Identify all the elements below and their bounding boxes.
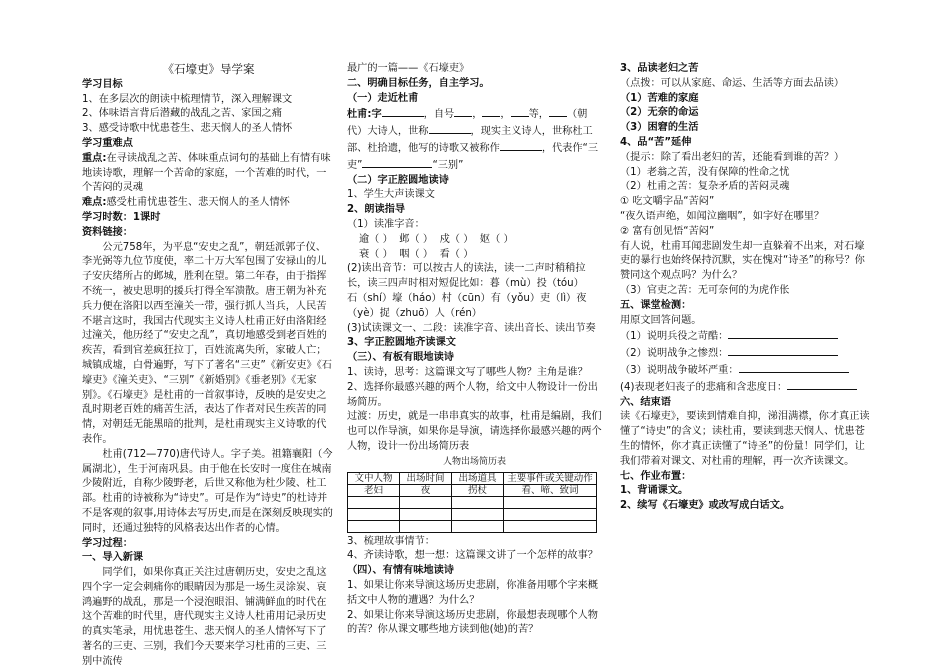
blank-field[interactable] [511,106,529,117]
list-item: （1）老翁之苦，没有保障的性命之忧 [620,166,790,178]
blank-field[interactable] [549,106,567,117]
table-cell[interactable] [348,508,400,520]
blank-field[interactable] [382,106,424,117]
test-question: (4)表现老妇丧子的悲痛和含悲度日： [620,381,788,393]
table-cell: 看、啼、致词 [504,484,597,496]
column-right [620,62,870,514]
table-header: 出场时间 [400,472,452,484]
table-cell[interactable] [504,508,597,520]
answer-blank[interactable] [787,379,857,390]
key-label: 重点: [82,152,107,164]
table-cell[interactable] [452,520,504,532]
blank-field[interactable] [429,123,471,134]
materials-paragraph: 公元758年，为平息“安史之乱”，朝廷派郭子仪、李光弼等九位节度使，率二十万大军包围了安禄山的儿子安庆绪所占的邺城，胜利在望。第二年春，由于指挥不统一，被史思明的援兵打得全军溃散。唐王朝为补充兵力便在洛阳以西至潼关一带，强行抓人当兵，人民苦不堪言这时，我国古代现实主义诗人杜甫正好由洛阳经过潼关，他历经了“安史之乱”，真切地感受到老百姓的疾苦，看到官差疯狂拉丁，百姓流离失所，家破人亡；城镇成墟，白骨遍野，写下了著名“三吏”《新安吏》《石壕吏》《潼关吏》、“三别”《新婚别》《垂老别》《无家别》。《石壕吏》是杜甫的一首叙事诗，反映的是安史之乱时期老百姓的痛苦生活，表达了作者对民生疾苦的同情，对朝廷无能黑暗的批判，是杜甫现实主义诗歌的代表作。 [82,241,332,445]
list-item: （2）无奈的命运 [620,107,699,119]
table-cell[interactable] [452,496,504,508]
fill-text: ，自号 [423,109,455,121]
table-cell: 老妇 [348,484,400,496]
fill-text: ，代表作“三吏” [347,142,599,171]
fill-text: （朝代）大诗人，世称 [347,109,588,138]
column-middle [347,62,602,638]
fill-text: “三别” [432,159,464,171]
test-question: （2）说明战争之惨烈： [620,348,729,360]
question-item: 4、齐读诗歌，想一想：这篇课文讲了一个怎样的故事？ [347,550,598,562]
question-item: 2、选择你最感兴趣的两个人物，给文中人物设计一份出场简历。 [347,381,598,408]
section-heading: 五、课堂检测： [620,299,692,311]
fill-in-blank: 杜甫:字 ，自号 ， ， 等， （朝代）大诗人，世称 ，现实主义诗人，世称杜工部、杜拾遗，他写的诗歌又被称作 ，代表作“三吏” “三别” [347,106,602,173]
subsection-heading: （二）字正腔圆地读诗 [347,174,449,186]
answer-blank[interactable] [728,345,838,356]
list-item: ① 吃文嚼字品“苦闷” [620,196,715,208]
question-item: 1、如果让你来导演这场历史悲剧，你准备用哪个字来概括文中人物的遭遇？为什么？ [347,579,598,606]
answer-blank[interactable] [728,328,838,339]
table-cell: 夜 [400,484,452,496]
column-left [82,62,335,670]
test-question: （1）说明兵役之苛酷： [620,331,729,343]
test-instruction: 用原文回答问题。 [620,314,702,326]
pinyin-item: 逾（ ） [359,233,393,245]
subsection-heading: （四）、有情有味地读诗 [347,565,454,577]
table-row[interactable] [348,520,597,532]
fill-text: 等， [528,109,549,121]
test-question: （3）说明战争破坏严重： [620,364,739,376]
step-item: (2)读出音节：可以按古人的读法，读一二声时稍稍拉长，读三四声时相对短促比如：暮（mù）投（tóu） [347,263,586,290]
question-item: 3、梳理故事情节： [347,535,435,547]
list-item: （2）杜甫之苦：复杂矛盾的苦闷灵魂 [620,181,790,193]
page-title: 《石壕吏》导学案 [162,62,255,76]
section-heading: 一、导入新课 [82,552,144,564]
key-text: 在寻读战乱之苦、体味重点词句的基础上有情有味地读诗歌，理解一个苦命的家庭，一个苦难的时代，一个苦闷的灵魂 [82,152,331,194]
step-item: （1）读准字音： [347,218,425,230]
table-row[interactable] [348,496,597,508]
key-heading: 学习重难点 [82,137,133,149]
pinyin-item: 看（ ） [439,248,474,260]
subsection-heading: （一）走近杜甫 [347,92,419,104]
step-item: (3)试读课文一、二段：读准字音、读出音长、读出节奏 [347,322,596,334]
fill-text: ，现实主义诗人，世称杜工部、杜拾遗，他写的诗歌又被称作 [347,126,593,154]
answer-blank[interactable] [739,362,849,373]
list-item: “夜久语声绝，如闻泣幽咽”，如字好在哪里？ [620,210,825,222]
list-item: 有人说，杜甫耳闻悲剧发生却一直躲着不出来，对石壕吏的暴行也始终保持沉默，实在愧对“诗圣”的称号？你赞同这个观点吗？为什么？ [620,240,865,282]
table-cell: 拐杖 [452,484,504,496]
continued-text: 最广的一篇——《石壕吏》 [347,63,470,74]
test-item [620,345,870,362]
table-header-row [348,472,597,484]
question-item: 2、如果让你来导演这场历史悲剧，你最想表现哪个人物的苦？你从课文哪些地方读到他(她)的苦？ [347,609,598,636]
table-cell[interactable] [504,520,597,532]
step-heading: 3、字正腔圆地齐读课文 [347,337,456,349]
homework-item: 2、续写《石壕吏》或改写成白话文。 [620,500,791,512]
question-item: 1、读诗，思考：这篇课文写了哪些人物？主角是谁？ [347,366,588,378]
character-table [347,472,597,533]
pinyin-row [347,248,602,263]
section-heading: 六、结束语 [620,396,671,408]
subsection-heading: （三）、有板有眼地读诗 [347,352,454,364]
blank-field[interactable] [500,140,542,151]
table-cell[interactable] [400,520,452,532]
goal-item: 2、体味语言背后潜藏的战乱之苦、家国之痛 [82,108,283,120]
goal-item: 1、在多层次的朗读中梳理情节，深入理解课文 [82,93,293,105]
step-heading: 4、品“苦”延伸 [620,136,692,148]
step-item: 石（shí）壕（háo）村（cūn）有（yǒu）吏（lì）夜（yè）捉（zhuō）人（rén） [347,292,587,319]
pinyin-item: 邺（ ） [399,233,434,245]
table-row[interactable] [348,508,597,520]
section-heading: 二、明确目标任务，自主学习。 [347,77,490,89]
list-item: （1）苦难的家庭 [620,92,699,104]
homework-item: 1、背诵课文。 [620,485,689,497]
table-cell[interactable] [400,496,452,508]
process-heading: 学习过程： [82,537,133,549]
intro-paragraph: 同学们，如果你真正关注过唐朝历史，安史之乱这四个字一定会刺痛你的眼睛因为那是一场生灵涂炭、哀鸿遍野的战乱，那是一个浸泡眼泪、铺满鲜血的时代在这个苦难的时代里，唐代现实主义诗人杜甫用记录历史的真实笔录，用忧患苍生、悲天悯人的圣人情怀写下了著名的三吏、三别，我们今天要来学习杜甫的三吏、三别中流传 [82,567,327,667]
fill-text: 杜甫:字 [347,109,382,121]
pinyin-item: 咽（ ） [399,248,434,260]
author-paragraph: 杜甫(712—770)唐代诗人。字子美。祖籍襄阳（今属湖北），生于河南巩县。由于他在长安时一度住在城南少陵附近，自称少陵野老，后世又称他为杜少陵、杜工部。杜甫的诗被称为“诗史”。可是作为“诗史”的杜诗并不是客观的叙事,用诗体去写历史,而是在深刻反映现实的同时，还通过独特的风格表达出作者的心情。 [82,448,333,534]
transition-paragraph: 过渡：历史，就是一串串真实的故事，杜甫是编剧，我们也可以作导演，如果你是导演，请选择你最感兴趣的两个人物，设计一份出场简历表 [347,411,602,452]
list-item: ② 富有创见悟“苦闷” [620,225,715,237]
table-cell[interactable] [348,520,400,532]
pinyin-item: 衰（ ） [359,248,393,260]
table-cell[interactable] [452,508,504,520]
difficulty-point [82,196,335,211]
pinyin-row [347,233,602,248]
key-point [82,152,335,196]
hint-text: （提示：除了看出老妇的苦，还能看到谁的苦？） [620,151,845,163]
pinyin-item: 戍（ ） [439,233,474,245]
test-item [620,379,870,396]
goals-heading: 学习目标 [82,78,123,90]
list-item: （3）困窘的生活 [620,122,699,134]
difficulty-label: 难点: [82,197,107,209]
difficulty-text: 感受杜甫忧患苍生、悲天悯人的圣人情怀 [106,197,290,209]
study-time: 学习时数：1课时 [82,211,161,223]
table-header: 文中人物 [348,472,400,484]
hint-text: （点拨：可以从家庭、命运、生活等方面去品读） [620,77,845,89]
table-row [348,484,597,496]
table-caption: 人物出场简历表 [442,456,506,467]
step-item: 2、朗读指导 [347,204,406,216]
table-cell[interactable] [504,496,597,508]
closing-paragraph: 读《石壕吏》，要读到情难自抑，涕泪满襟，你才真正读懂了“诗史”的含义；读杜甫，要读到悲天悯人、忧患苍生的情怀，你才真正读懂了“诗圣”的份量！同学们，让我们带着对课文、对杜甫的理解，再一次齐读课文。 [620,411,870,467]
table-header: 出场道具 [452,472,504,484]
table-header: 主要事件或关键动作 [504,472,597,484]
step-item: 1、学生大声读课文 [347,189,435,201]
section-heading: 七、作业布置： [620,470,692,482]
pinyin-item: 妪（ ） [479,233,514,245]
table-cell[interactable] [400,508,452,520]
list-item: （3）官吏之苦：无可奈何的为虎作伥 [620,284,790,296]
table-cell[interactable] [348,496,400,508]
blank-field[interactable] [482,106,500,117]
materials-heading: 资料链接： [82,226,133,238]
test-item [620,362,870,379]
goal-item: 3、感受诗歌中忧患苍生、悲天悯人的圣人情怀 [82,123,293,135]
step-heading: 3、品读老妇之苦 [620,63,699,74]
blank-field[interactable] [362,157,432,168]
blank-field[interactable] [454,106,472,117]
test-item [620,328,870,345]
